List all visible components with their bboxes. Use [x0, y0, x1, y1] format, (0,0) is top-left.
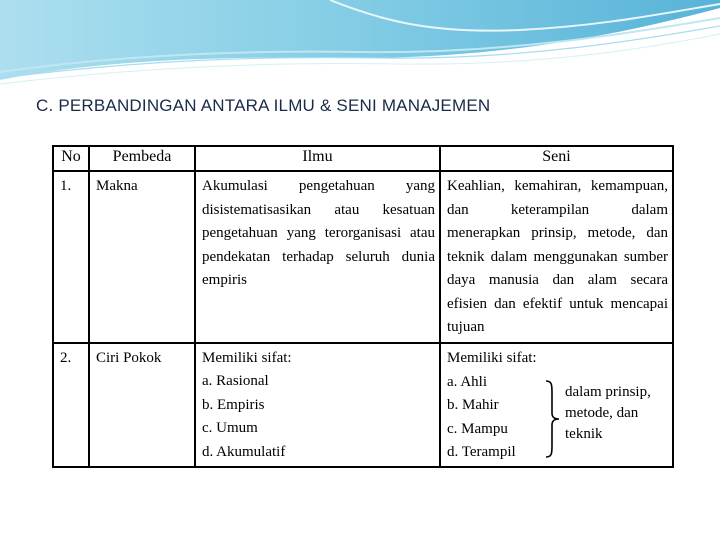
seni-note-line: dalam prinsip, [565, 383, 651, 400]
table-header-row [53, 146, 673, 171]
seni-sifat-item: a. Ahli [447, 373, 487, 390]
curly-brace-icon [543, 379, 563, 459]
ilmu-sifat-item: c. Umum [202, 420, 258, 436]
header-ilmu: Ilmu [195, 146, 440, 171]
row-number: 2. [53, 343, 89, 468]
row-ilmu-text: Akumulasi pengetahuan yang disistematisasikan atau kesatuan pengetahuan yang terorganisasi atau pendekatan terhadap seluruh dunia empiris [195, 171, 440, 343]
seni-sifat-heading: Memiliki sifat: [447, 349, 537, 366]
seni-sifat-item: d. Terampil [447, 444, 516, 460]
seni-sifat-item: b. Mahir [447, 397, 499, 413]
table-row [53, 171, 673, 343]
row-seni-cell [440, 343, 673, 468]
seni-note-line: teknik [565, 425, 603, 442]
ilmu-sifat-item: b. Empiris [202, 396, 265, 413]
row-seni-text: Keahlian, kemahiran, kemampuan, dan keterampilan dalam menerapkan prinsip, metode, dan teknik dalam menggunakan sumber daya manusia dan alam secara efisien dan efektif untuk mencapai tujuan [440, 171, 673, 343]
seni-note [565, 382, 651, 445]
header-seni: Seni [440, 146, 673, 171]
row-number: 1. [53, 171, 89, 343]
seni-sifat-item: c. Mampu [447, 420, 508, 437]
row-ilmu-cell [195, 343, 440, 468]
ilmu-sifat-item: a. Rasional [202, 373, 269, 389]
ilmu-sifat-item: d. Akumulatif [202, 443, 286, 460]
seni-note-line: metode, dan [565, 404, 639, 421]
row-pembeda: Ciri Pokok [89, 343, 195, 468]
header-wave-decoration [0, 0, 720, 90]
header-pembeda: Pembeda [89, 146, 195, 171]
comparison-table [52, 145, 674, 468]
table-row [53, 343, 673, 468]
slide-title: C. PERBANDINGAN ANTARA ILMU & SENI MANAJEMEN [36, 96, 491, 115]
ilmu-sifat-heading: Memiliki sifat: [202, 349, 292, 366]
row-pembeda: Makna [89, 171, 195, 343]
header-no: No [53, 146, 89, 171]
